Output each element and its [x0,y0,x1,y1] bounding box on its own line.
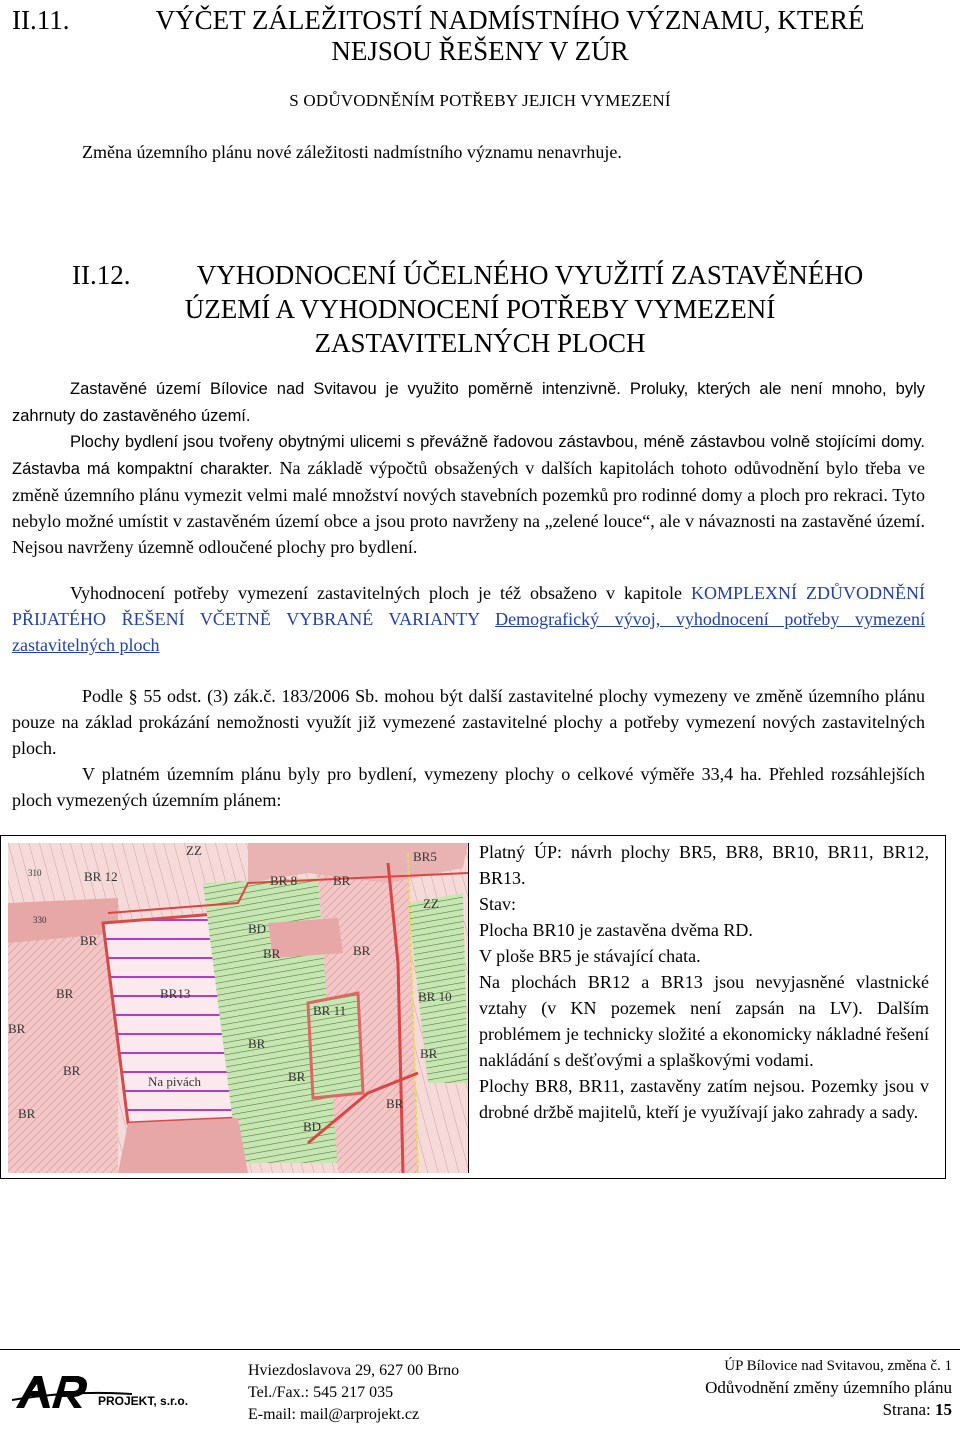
land-use-map [8,843,469,1173]
map-label: BR5 [413,849,437,864]
map-label: BR [288,1069,306,1084]
section-number: II.11. [12,5,70,35]
map-label: Na pivách [148,1074,202,1089]
map-label: BR [386,1096,404,1111]
title-line: ZASTAVITELNÝCH PLOCH [314,328,646,358]
document-subtitle: Odůvodnění změny územního plánu [705,1378,952,1397]
map-label: 330 [33,915,47,925]
text-line: Na plochách BR12 a BR13 jsou nevyjasněné vlastnické vztahy (v KN pozemek není zapsán na LV). Dalším problémem je technicky složité a ekonomicky nákladné řešení nakládání s dešťovými a splaškovými vodami. [479,972,929,1070]
text-line: V ploše BR5 je stávající chata. [479,946,701,966]
section-title-2-11 [0,5,960,67]
map-label: BD [303,1119,322,1134]
map-label: BR [263,946,281,961]
phone: Tel./Fax.: 545 217 035 [248,1384,394,1401]
document-title: ÚP Bílovice nad Svitavou, změna č. 1 [724,1358,952,1374]
map-label: BD [248,921,267,936]
footer-document-info [705,1355,952,1421]
paragraph [12,375,925,429]
map-label: BR [80,933,98,948]
section-number: II.12. [72,260,131,290]
map-label: BR [63,1063,81,1078]
text-line: Plochy BR8, BR11, zastavěny zatím nejsou. Pozemky jsou v drobné držbě majitelů, kteří je využívají jako zahrady a sady. [479,1076,929,1122]
title-line: NEJSOU ŘEŠENY V ZÚR [331,36,629,66]
chapter-link[interactable]: Demografický vývoj, vyhodnocení potřeby vymezení zastavitelných ploch [12,609,925,655]
paragraph-text: Plochy bydlení jsou tvořeny obytnými ulicemi s převážně řadovou zástavbou, méně zástavbou volně stojícími domy. Zástavba má kompaktní charakter. [12,433,925,478]
map-label: BR [248,1036,266,1051]
map-label: BR 12 [84,869,118,884]
section-title-2-12 [0,260,960,359]
title-line: VÝČET ZÁLEŽITOSTÍ NADMÍSTNÍHO VÝZNAMU, KTERÉ [155,5,865,35]
map-label: BR [420,1046,438,1061]
paragraph: Změna územního plánu nové záležitosti nadmístního významu nenavrhuje. [82,142,622,162]
map-label: BR 10 [418,989,452,1004]
paragraph-text: Podle § 55 odst. (3) zák.č. 183/2006 Sb. mohou být další zastavitelné plochy vymezeny ve změně územního plánu pouze na základ prokázání nemožnosti využít již vymezené zastavitelné plochy a potřeby vymezení nových zastavitelných ploch. [12,686,925,758]
map-label: BR [56,986,74,1001]
map-label: BR [18,1106,36,1121]
map-label: BR [333,873,351,888]
address: Hviezdoslavova 29, 627 00 Brno [248,1362,460,1379]
page-label: Strana: [882,1400,935,1419]
paragraph [12,580,925,658]
email: E-mail: mail@arprojekt.cz [248,1406,420,1423]
title-line: VYHODNOCENÍ ÚČELNÉHO VYUŽITÍ ZASTAVĚNÉHO [196,260,864,290]
chapter-reference: KOMPLEXNÍ ZDŮVODNĚNÍ PŘIJATÉHO ŘEŠENÍ VČETNĚ VYBRANÉ VARIANTY [12,583,925,629]
paragraph [12,683,925,761]
map-label: BR [8,1021,26,1036]
text-line: Platný ÚP: návrh plochy BR5, BR8, BR10, BR11, BR12, BR13. [479,842,929,888]
map-label: ZZ [423,896,439,911]
map-label: BR [353,943,371,958]
paragraph-text: Zastavěné území Bílovice nad Svitavou je využito poměrně intenzivně. [70,380,621,398]
map-label: BR 11 [313,1003,347,1018]
page-number [705,1399,952,1421]
paragraph [12,428,925,560]
spacer [480,609,496,629]
page-value: 15 [935,1400,952,1419]
text-line: Plocha BR10 je zastavěna dvěma RD. [479,920,753,940]
title-line: ÚZEMÍ A VYHODNOCENÍ POTŘEBY VYMEZENÍ [184,294,776,324]
paragraph-text: Na základě výpočtů obsažených v dalších kapitolách tohoto odůvodnění bylo třeba ve změně územního plánu vymezit velmi malé množství nových stavebních pozemků pro rodinné domy a ploch pro rekraci. Tyto nebylo možné umístit v zastavěném území obce a jsou proto navrženy na „zelené louce“, ale v návaznosti na zastavěné území. Nejsou navrženy územně odloučené plochy pro bydlení. [12,458,926,557]
company-logo [12,1370,252,1417]
company-name: PROJEKT, s.r.o. [98,1394,189,1408]
map-label: 310 [28,868,42,878]
map-label: BR 8 [270,873,298,888]
paragraph-text: V platném územním plánu byly pro bydlení, vymezeny plochy o celkové výměře 33,4 ha. Přehled rozsáhlejších ploch vymezených územním plánem: [12,764,925,810]
paragraph-text: Vyhodnocení potřeby vymezení zastavitelných ploch je též obsaženo v kapitole [70,583,691,603]
paragraph-text: Proluky, kterých ale není mnoho, byly zahrnuty do zastavěného území. [12,380,925,425]
map-label: ZZ [186,843,202,858]
paragraph [12,761,925,813]
map-image [8,843,468,1173]
section-subtitle: S ODŮVODNĚNÍM POTŘEBY JEJICH VYMEZENÍ [289,91,671,110]
text-line: Stav: [479,894,517,914]
map-description [479,839,929,1125]
footer-address [248,1360,459,1426]
map-label: BR13 [160,986,191,1001]
